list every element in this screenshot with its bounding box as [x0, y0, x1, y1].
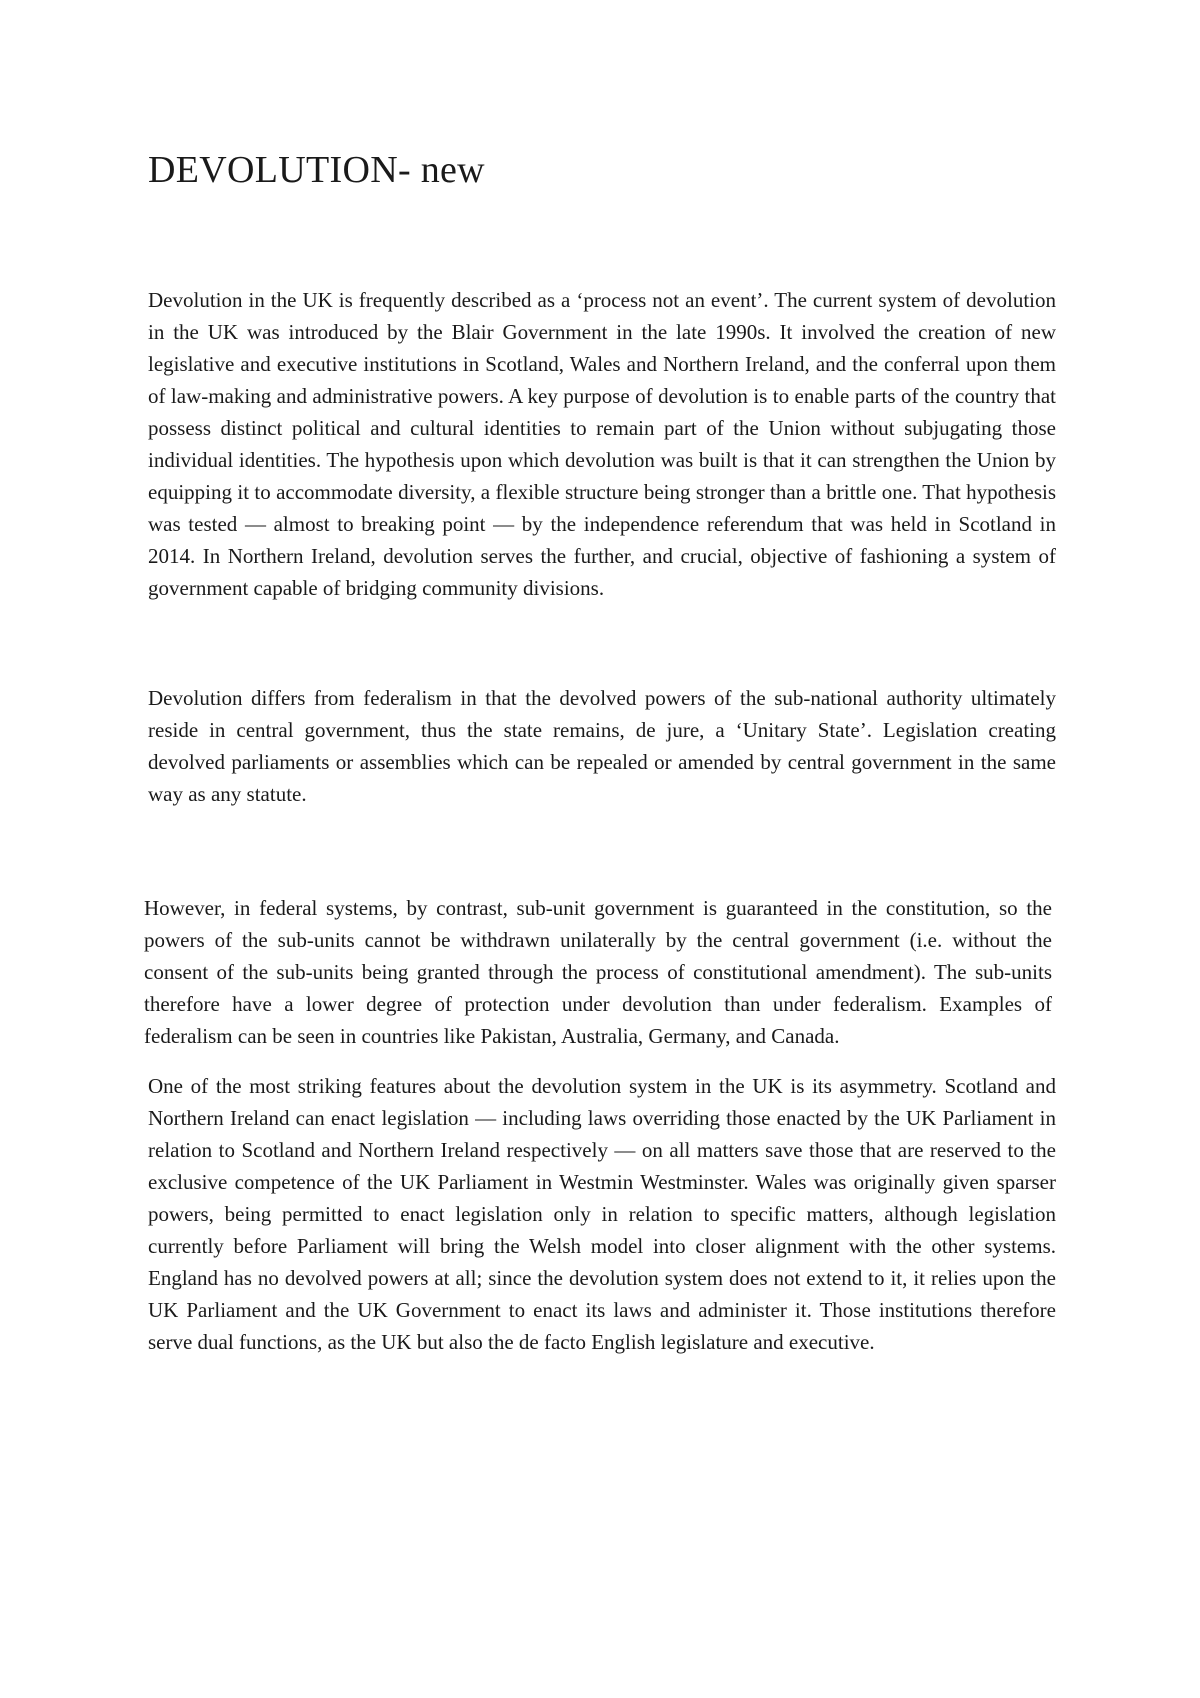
paragraph-federal-systems: However, in federal systems, by contrast, sub-unit government is guaranteed in the constitution, so the powers of the sub-units cannot be withdrawn unilaterally by the central government (i.e. without the consent of the sub-units being granted through the process of constitutional amendment). The sub-units therefore have a lower degree of protection under devolution than under federalism. Examples of federalism can be seen in countries like Pakistan, Australia, Germany, and Canada.	[144, 896, 1052, 1048]
paragraph-devolution-vs-federalism: Devolution differs from federalism in that the devolved powers of the sub-national authority ultimately reside in central government, thus the state remains, de jure, a ‘Unitary State’. Legislation creating devolved parliaments or assemblies which can be repealed or amended by central government in the same way as any statute.	[148, 686, 1056, 806]
document-title: DEVOLUTION- new	[148, 149, 485, 191]
paragraph-devolution-process: Devolution in the UK is frequently described as a ‘process not an event’. The current system of devolution in the UK was introduced by the Blair Government in the late 1990s. It involved the creation of new legislative and executive institutions in Scotland, Wales and Northern Ireland, and the conferral upon them of law-making and administrative powers. A key purpose of devolution is to enable parts of the country that possess distinct political and cultural identities to remain part of the Union without subjugating those individual identities. The hypothesis upon which devolution was built is that it can strengthen the Union by equipping it to accommodate diversity, a flexible structure being stronger than a brittle one. That hypothesis was tested — almost to breaking point — by the independence referendum that was held in Scotland in 2014. In Northern Ireland, devolution serves the further, and crucial, objective of fashioning a system of government capable of bridging community divisions.	[148, 288, 1056, 600]
document-body	[144, 146, 1056, 1358]
paragraph-asymmetry: One of the most striking features about the devolution system in the UK is its asymmetry. Scotland and Northern Ireland can enact legislation — including laws overriding those enacted by the UK Parliament in relation to Scotland and Northern Ireland respectively — on all matters save those that are reserved to the exclusive competence of the UK Parliament in Westmin Westminster. Wales was originally given sparser powers, being permitted to enact legislation only in relation to specific matters, although legislation currently before Parliament will bring the Welsh model into closer alignment with the other systems. England has no devolved powers at all; since the devolution system does not extend to it, it relies upon the UK Parliament and the UK Government to enact its laws and administer it. Those institutions therefore serve dual functions, as the UK but also the de facto English legislature and executive.	[148, 1074, 1056, 1354]
